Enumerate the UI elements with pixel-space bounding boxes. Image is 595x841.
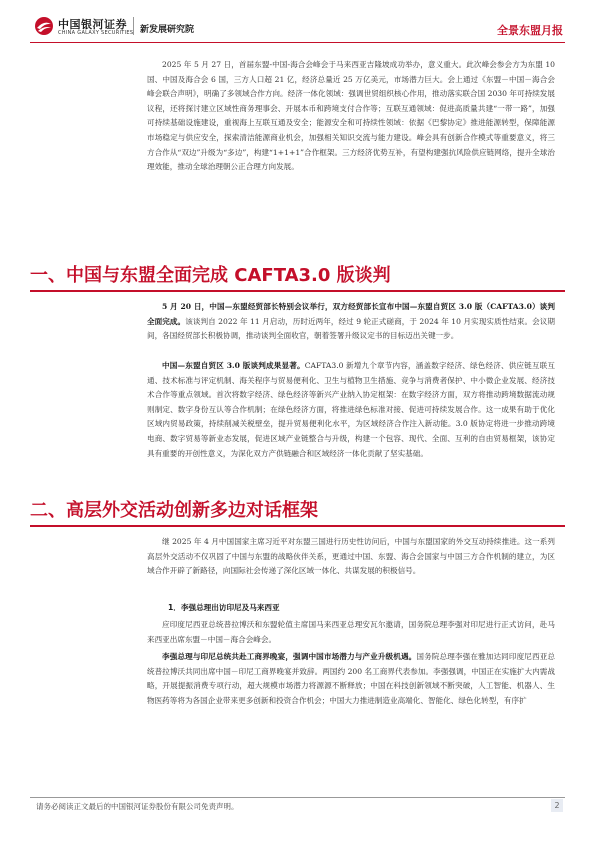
galaxy-logo-icon [34,16,54,36]
intro-paragraph: 2025 年 5 月 27 日，首届东盟-中国-海合会峰会于马来西亚吉隆坡成功举办，意义重大。此次峰会参会方为东盟 10 国、中国及海合会 6 国，三方人口超 21 亿，经济总量近 25 万亿美元，市场潜力巨大。会上通过《东盟－中国－海合会峰会联合声明》，明确了多领域合作方向。经济一体化领域：强调世贸组织核心作用，推动落实联合国 2030 年可持续发展议程，还将探讨建立区域性商务理事会、开展本币和跨境支付合作等；互联互通领域：促进高质量共建“一带一路”，加强可持续基础设施建设，重视海上互联互通及安全；能源安全和可持续性领域：依据《巴黎协定》推进能源转型，保障能源市场稳定与供应安全，探索清洁能源商业机会，加强相关知识交流与能力建设。峰会具有创新合作模式等重要意义，将三方合作从“双边”升级为“多边”，构建“1+1+1”合作框架。三方经济优势互补，有望构建强抗风险供应链网络，提升全球治理效能，推动全球治理朝公正合理方向发展。 [147,60,555,172]
section-1-paragraph-2 [147,359,555,461]
section-1-lead-text: 该谈判自 2022 年 11 月启动，历时近两年，经过 9 轮正式磋商，于 2024 年 10 月实现实质性结束。会议期间，各国经贸部长积极协调，推动谈判全面收官，朝着签署升级议定书的目标迈出关键一步。 [147,316,556,341]
institute-name: 新发展研究院 [140,25,195,35]
section-1-result-text: CAFTA3.0 新增九个章节内容，涵盖数字经济、绿色经济、供应链互联互通、技术标准与评定机制、海关程序与贸易便利化、卫生与植物卫生措施、竞争与消费者保护、中小微企业发展、经济技术合作等重点领域。首次将数字经济、绿色经济等新兴产业纳入协定框架：在数字经济方面，双方将推动跨境数据流动规则制定、数字身份互认等合作机制；在绿色经济方面，将推进绿色标准对接、促进可持续发展合作。这一成果有助于优化区域内贸易政策，持续削减关税壁垒，提升贸易便利化水平，为区域经济合作注入新动能。3.0 版协定将进一步推动跨境电商、数字贸易等新业态发展，促进区域产业链整合与升级，构建一个包容、现代、全面、互利的自由贸易框架，该协定具有重要的开创性意义，为深化双方产供链融合和区域经济一体化贡献了坚实基础。 [147,361,556,458]
section-1-rule [30,290,565,292]
footer-disclaimer: 请务必阅读正文最后的中国银河证券股份有限公司免责声明。 [36,802,239,811]
subsection-1-paragraph-1: 应印度尼西亚总统普拉博沃和东盟轮值主席国马来西亚总理安瓦尔邀请，国务院总理李强对印尼进行正式访问，赴马来西亚出席东盟－中国－海合会峰会。 [147,620,555,644]
section-2-heading [30,487,565,527]
footer-rule [30,797,565,798]
section-1-paragraph-1 [147,300,555,344]
report-title: 全景东盟月报 [497,24,563,37]
logo-chinese-name: 中国银河证券 [58,18,127,31]
section-1-heading [30,252,565,292]
page-number: 2 [551,799,563,812]
section-1-result-title: 中国—东盟自贸区 3.0 版谈判成果显著。 [162,361,305,370]
subsection-1-title: 1．李强总理出访印尼及马来西亚 [168,603,280,612]
subsection-1-lead-text: 国务院总理李强在雅加达同印度尼西亚总统普拉博沃共同出席中国－印尼工商界晚宴并致辞。两国约 200 名工商界代表参加。李强强调，中国正在实施扩大内需战略，开展提振消费专项行动，超大规模市场潜力将源源不断释放；中国在科技创新领域不断突破，人工智能、机器人、生物医药等将为各国企业带来更多创新和投资合作机会；中国大力推进制造业高端化、智能化、绿色化转型，有序扩 [147,652,556,705]
header-rule [30,42,565,43]
page-header [0,0,595,44]
header-divider [133,17,134,35]
section-2-rule [30,525,565,527]
section-1-lead-bold: 5 月 20 日，中国—东盟经贸部长特别会议举行，双方经贸部长宣布中国—东盟自贸区 3.0 版（CAFTA3.0）谈判全面完成。 [147,302,555,326]
section-1-title: 一、中国与东盟全面完成 CAFTA3.0 版谈判 [30,265,391,286]
subsection-1-lead-bold: 李强总理与印尼总统共赴工商界晚宴，强调中国市场潜力与产业升级机遇。 [162,652,417,661]
logo-english-name: CHINA GALAXY SECURITIES [58,30,134,36]
subsection-1-paragraph-2 [147,650,555,708]
section-2-title: 二、高层外交活动创新多边对话框架 [30,500,318,521]
section-2-paragraph-1: 继 2025 年 4 月中国国家主席习近平对东盟三国进行历史性访问后，中国与东盟国家的外交互动持续推进。这一系列高层外交活动不仅巩固了中国与东盟的战略伙伴关系，更通过中国、东盟、海合会国家与中国三方合作机制的建立，为区域合作开辟了新路径，向国际社会传递了深化区域一体化、共谋发展的积极信号。 [147,537,555,576]
